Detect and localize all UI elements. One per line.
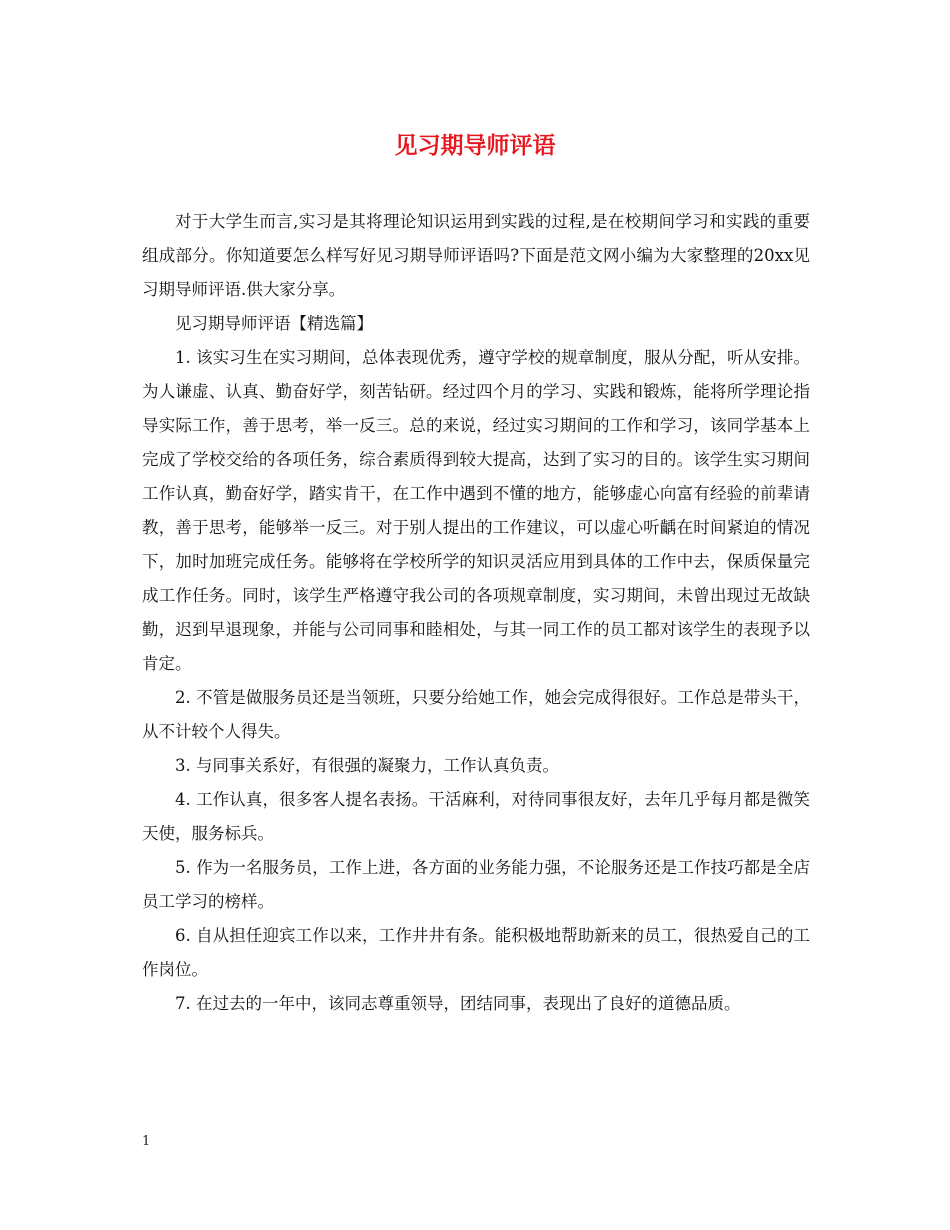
comment-item-2: 2. 不管是做服务员还是当领班，只要分给她工作，她会完成得很好。工作总是带头干，从不计较个人得失。 (142, 688, 810, 741)
comment-item-1: 1. 该实习生在实习期间，总体表现优秀，遵守学校的规章制度，服从分配，听从安排。为人谦虚、认真、勤奋好学，刻苦钻研。经过四个月的学习、实践和锻炼，能将所学理论指导实际工作，善于思考，举一反三。总的来说，经过实习期间的工作和学习，该同学基本上完成了学校交给的各项任务，综合素质得到较大提高，达到了实习的目的。该学生实习期间工作认真，勤奋好学，踏实肯干，在工作中遇到不懂的地方，能够虚心向富有经验的前辈请教，善于思考，能够举一反三。对于别人提出的工作建议，可以虚心听齲在时间紧迫的情况下，加时加班完成任务。能够将在学校所学的知识灵活应用到具体的工作中去，保质保量完成工作任务。同时，该学生严格遵守我公司的各项规章制度，实习期间，未曾出现过无故缺勤，迟到早退现象，并能与公司同事和睦相处，与其一同工作的员工都对该学生的表现予以肯定。 (142, 348, 810, 673)
comment-item-3: 3. 与同事关系好，有很强的凝聚力，工作认真负责。 (175, 756, 559, 775)
section-heading: 见习期导师评语【精选篇】 (175, 314, 373, 333)
intro-paragraph: 对于大学生而言,实习是其将理论知识运用到实践的过程,是在校期间学习和实践的重要组成部分。你知道要怎么样写好见习期导师评语吗?下面是范文网小编为大家整理的20xx见习期导师评语.供大家分享。 (142, 212, 810, 299)
comment-item-7: 7. 在过去的一年中，该同志尊重领导，团结同事，表现出了良好的道德品质。 (175, 994, 741, 1013)
document-body (142, 205, 810, 1021)
document-title: 见习期导师评语 (394, 132, 556, 159)
page-number: 1 (142, 1134, 151, 1149)
comment-item-5: 5. 作为一名服务员，工作上进，各方面的业务能力强，不论服务还是工作技巧都是全店员工学习的榜样。 (142, 858, 810, 911)
comment-item-6: 6. 自从担任迎宾工作以来，工作井井有条。能积极地帮助新来的员工，很热爱自己的工作岗位。 (142, 926, 810, 979)
comment-item-4: 4. 工作认真，很多客人提名表扬。干活麻利，对待同事很友好，去年几乎每月都是微笑天使，服务标兵。 (142, 790, 810, 843)
